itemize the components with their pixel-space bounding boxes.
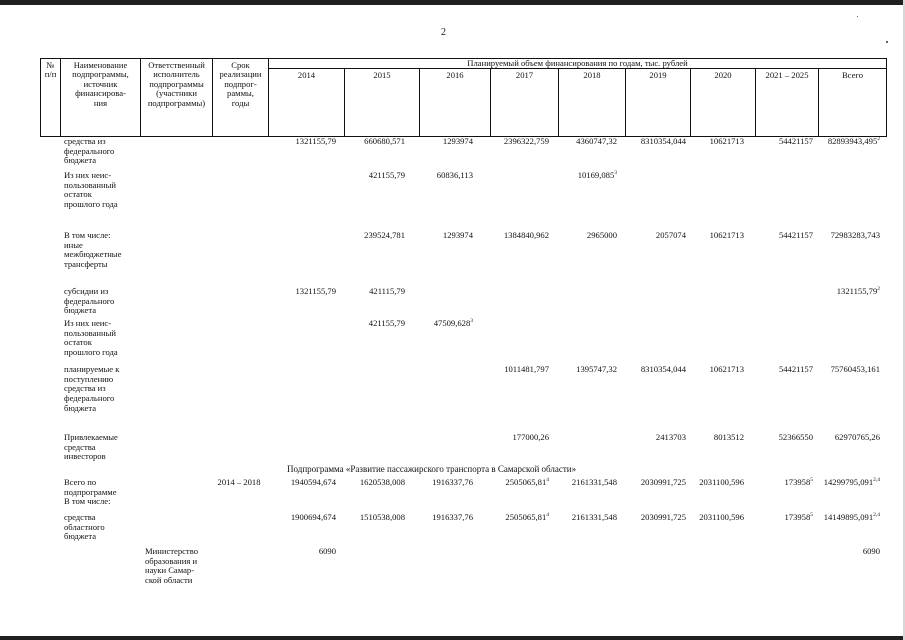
value-cell: [664, 231, 744, 241]
row-label: субсидии из федерального бюджета: [64, 286, 115, 316]
value-cell: [537, 171, 617, 181]
header-year-cell: 2016: [419, 68, 491, 137]
value-cell: [537, 365, 617, 375]
value-text: 14299795,091: [823, 477, 874, 487]
row-executor: Министерство образования и науки Самар- ской области: [145, 546, 198, 586]
value-text: 1940594,674: [290, 477, 336, 487]
row-label: Привлекаемые средства инвесторов: [64, 432, 118, 462]
header-year-cell: 2015: [344, 68, 420, 137]
value-text: 1293974: [442, 136, 473, 146]
header-year-cell: 2014: [268, 68, 345, 137]
value-text: 8013512: [713, 432, 744, 442]
value-text: 660680,571: [364, 136, 405, 146]
header-planned-cell: Планируемый объем финансирования по годам, тыс. рублей: [268, 58, 887, 69]
row-label: планируемые к поступлению средства из федерального бюджета: [64, 364, 120, 413]
value-text: 1293974: [442, 230, 473, 240]
value-cell: [325, 287, 405, 297]
row-label: средства областного бюджета: [64, 512, 105, 542]
value-cell: [664, 137, 744, 147]
value-text: 2161331,548: [571, 477, 617, 487]
value-cell: [256, 287, 336, 297]
value-cell: [800, 365, 880, 375]
footnote-mark: 4: [546, 512, 549, 519]
value-text: 177000,26: [512, 432, 549, 442]
value-cell: [393, 319, 473, 329]
value-text: 1510538,008: [359, 512, 405, 522]
value-cell: [256, 547, 336, 557]
value-text: 1011481,797: [504, 364, 549, 374]
value-text: 10621713: [709, 364, 744, 374]
footnote-mark: 2: [877, 286, 880, 293]
value-text: 82893943,495: [827, 136, 878, 146]
value-text: 239524,781: [364, 230, 405, 240]
value-text: 1321155,79: [836, 286, 878, 296]
row-label: Из них неис- пользованный остаток прошлого года: [64, 170, 118, 210]
subprogram-title: Подпрограмма «Развитие пассажирского транспорта в Самарской области»: [287, 464, 577, 474]
row-label: Из них неис- пользованный остаток прошлого года: [64, 318, 118, 358]
header-year-cell: 2018: [558, 68, 626, 137]
value-cell: [664, 433, 744, 443]
header-year-cell: Всего: [818, 68, 887, 137]
value-text: 1900694,674: [290, 512, 336, 522]
value-text: 2505065,81: [505, 477, 547, 487]
value-cell: [664, 365, 744, 375]
value-cell: [800, 513, 880, 523]
value-text: 10621713: [709, 230, 744, 240]
value-text: 2413703: [655, 432, 686, 442]
footnote-mark: 5: [810, 512, 813, 519]
value-text: 10621713: [709, 136, 744, 146]
footnote-mark: 5: [810, 477, 813, 484]
value-text: 2505065,81: [505, 512, 547, 522]
scan-bottom-edge: [0, 636, 905, 640]
value-cell: [469, 433, 549, 443]
value-cell: [256, 137, 336, 147]
value-cell: [800, 231, 880, 241]
footnote-mark: 4: [546, 477, 549, 484]
value-cell: [800, 287, 880, 297]
value-text: 421115,79: [369, 286, 405, 296]
value-text: 1321155,79: [295, 136, 336, 146]
value-text: 8310354,044: [640, 136, 686, 146]
value-text: 1384840,962: [503, 230, 549, 240]
value-cell: [800, 433, 880, 443]
value-cell: [537, 137, 617, 147]
value-text: 52366550: [778, 432, 813, 442]
value-cell: [256, 478, 336, 488]
header-term-cell: Срок реализации подпрог- раммы, годы: [212, 58, 269, 137]
value-text: 1620538,008: [359, 477, 405, 487]
value-text: 2031100,596: [699, 477, 744, 487]
value-cell: [664, 478, 744, 488]
value-text: 62970765,26: [834, 432, 880, 442]
scan-top-edge: [0, 0, 905, 5]
value-text: 54421157: [778, 136, 813, 146]
value-cell: [537, 231, 617, 241]
value-text: 54421157: [778, 364, 813, 374]
header-year-cell: 2021 – 2025: [755, 68, 819, 137]
value-text: 54421157: [778, 230, 813, 240]
value-text: 4360747,32: [576, 136, 617, 146]
value-text: 47509,628: [433, 318, 471, 328]
value-text: 8310354,044: [640, 364, 686, 374]
value-cell: [393, 231, 473, 241]
value-cell: [393, 137, 473, 147]
header-year-cell: 2017: [490, 68, 559, 137]
header-year-cell: 2020: [690, 68, 756, 137]
value-text: 10169,085: [577, 170, 615, 180]
value-text: 2396322,759: [503, 136, 549, 146]
value-text: 2965000: [586, 230, 617, 240]
row-label: Всего по подпрограмме В том числе:: [64, 477, 117, 507]
footnote-mark: 2: [877, 136, 880, 143]
header-year-cell: 2019: [625, 68, 691, 137]
row-label: средства из федерального бюджета: [64, 136, 115, 166]
value-cell: [256, 513, 336, 523]
value-text: 1321155,79: [295, 286, 336, 296]
scan-speck: [857, 16, 858, 17]
row-term: 2014 – 2018: [217, 477, 261, 487]
value-cell: [537, 513, 617, 523]
value-text: 2161331,548: [571, 512, 617, 522]
value-text: 72983283,743: [830, 230, 880, 240]
value-cell: [393, 171, 473, 181]
value-cell: [664, 513, 744, 523]
value-cell: [800, 137, 880, 147]
header-name-cell: Наименование подпрограммы, источник финансирова- ния: [60, 58, 141, 137]
value-text: 1395747,32: [576, 364, 617, 374]
value-text: 2031100,596: [699, 512, 744, 522]
value-cell: [800, 478, 880, 488]
scan-speck: [886, 41, 888, 43]
header-num-cell: № п/п: [40, 58, 61, 137]
value-text: 1916337,76: [432, 477, 473, 487]
row-label: В том числе: иные межбюджетные трансферты: [64, 230, 122, 270]
value-cell: [800, 547, 880, 557]
value-text: 421155,79: [368, 318, 405, 328]
footnote-mark: 2,4: [873, 477, 880, 484]
footnote-mark: 3: [470, 318, 473, 325]
value-text: 14149895,091: [823, 512, 874, 522]
footnote-mark: 3: [614, 170, 617, 177]
value-cell: [393, 513, 473, 523]
value-text: 173958: [784, 477, 811, 487]
value-text: 1916337,76: [432, 512, 473, 522]
page-number: 2: [441, 27, 446, 38]
value-text: 75760453,161: [830, 364, 880, 374]
value-text: 2030991,725: [640, 512, 686, 522]
value-text: 6090: [318, 546, 336, 556]
value-cell: [393, 478, 473, 488]
value-text: 2057074: [655, 230, 686, 240]
header-executor-cell: Ответственный исполнитель подпрограммы (участники подпрограммы): [140, 58, 213, 137]
value-cell: [537, 478, 617, 488]
footnote-mark: 2,4: [873, 512, 880, 519]
value-text: 173958: [784, 512, 811, 522]
value-text: 421155,79: [368, 170, 405, 180]
value-text: 2030991,725: [640, 477, 686, 487]
value-text: 60836,113: [436, 170, 473, 180]
value-text: 6090: [862, 546, 880, 556]
